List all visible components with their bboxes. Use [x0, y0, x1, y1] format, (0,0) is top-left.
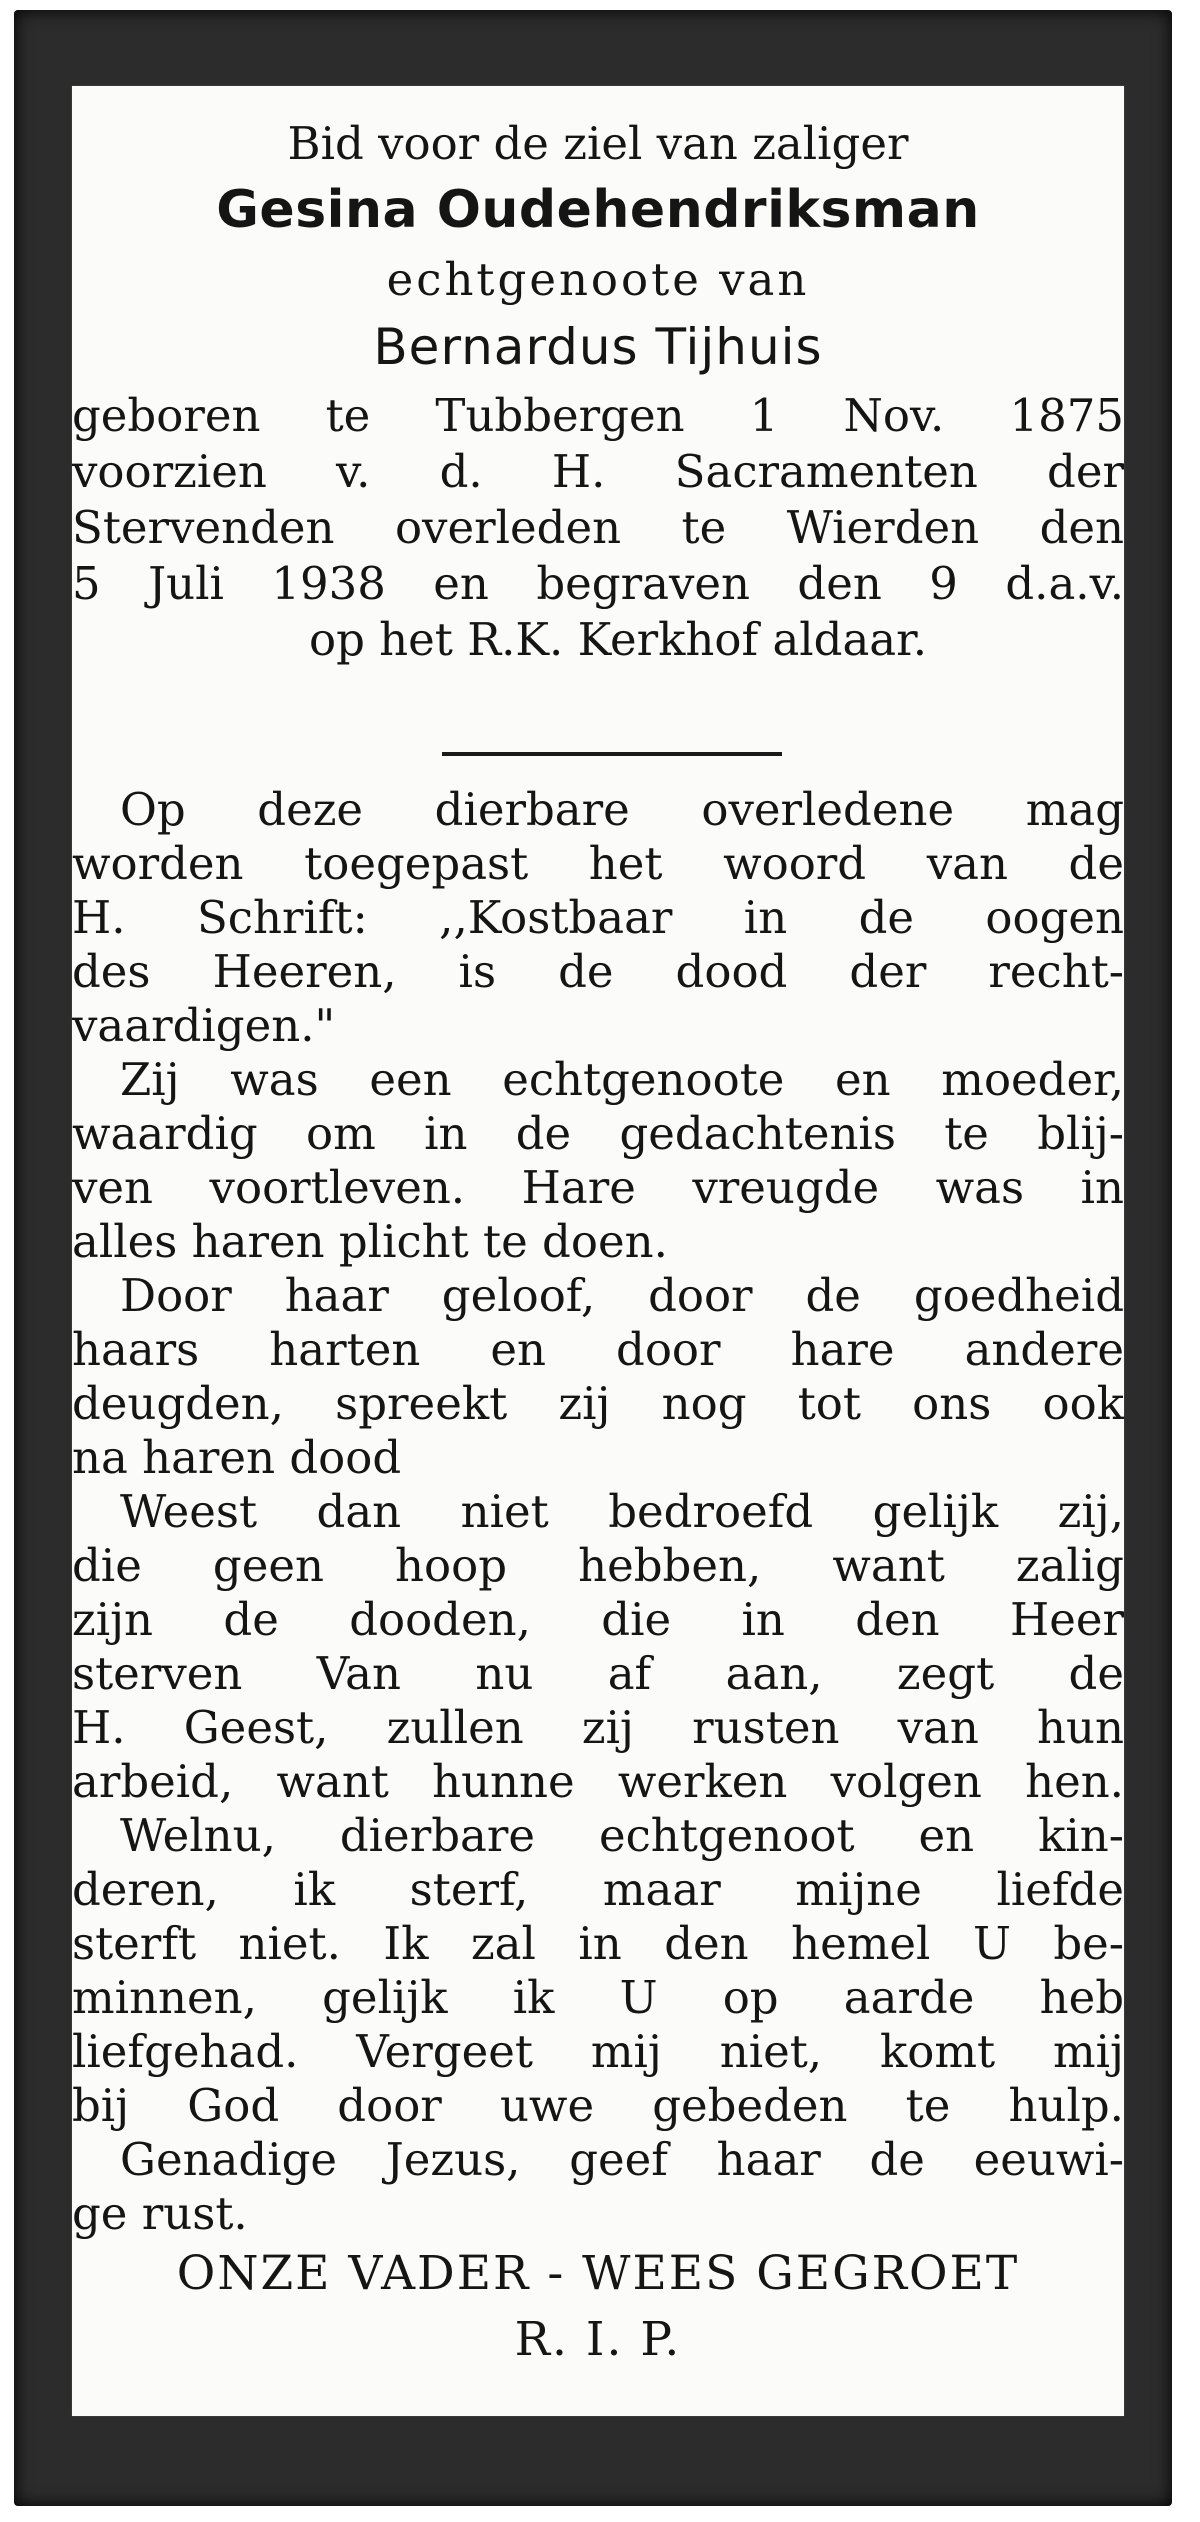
- divider-rule: [442, 752, 782, 756]
- body-line: minnen, gelijk ik U op aarde heb: [72, 1971, 1124, 2024]
- rip-line: R. I. P.: [514, 2312, 682, 2367]
- mourning-border: [14, 10, 1172, 2506]
- husband-name: Bernardus Tijhuis: [373, 318, 823, 376]
- body-line: Zij was een echtgenoote en moeder,: [120, 1053, 1124, 1106]
- body-line: ven voortleven. Hare vreugde was in: [72, 1161, 1124, 1214]
- closing-prayers: ONZE VADER - WEES GEGROET: [176, 2246, 1020, 2301]
- detail-line: Stervenden overleden te Wierden den: [72, 501, 1124, 554]
- body-line: die geen hoop hebben, want zalig: [72, 1539, 1124, 1592]
- body-line: worden toegepast het woord van de: [72, 837, 1124, 890]
- prayer-card: [72, 86, 1124, 2416]
- body-line: des Heeren, is de dood der recht-: [72, 945, 1124, 998]
- body-line: waardig om in de gedachtenis te blij-: [72, 1107, 1124, 1160]
- body-line: liefgehad. Vergeet mij niet, komt mij: [72, 2025, 1124, 2078]
- deceased-name: Gesina Oudehendriksman: [216, 180, 980, 240]
- body-line: sterft niet. Ik zal in den hemel U be-: [72, 1917, 1124, 1970]
- body-line: H. Schrift: ,,Kostbaar in de oogen: [72, 891, 1124, 944]
- body-line: ge rust.: [72, 2187, 248, 2240]
- body-line: Genadige Jezus, geef haar de eeuwi-: [120, 2133, 1124, 2186]
- intro-line: Bid voor de ziel van zaliger: [287, 117, 909, 170]
- body-line: deugden, spreekt zij nog tot ons ook: [72, 1377, 1124, 1430]
- body-line: H. Geest, zullen zij rusten van hun: [72, 1701, 1124, 1754]
- body-line: Op deze dierbare overledene mag: [120, 783, 1124, 836]
- detail-line: op het R.K. Kerkhof aldaar.: [308, 613, 928, 666]
- detail-line: 5 Juli 1938 en begraven den 9 d.a.v.: [72, 557, 1124, 610]
- body-line: vaardigen.": [72, 999, 336, 1052]
- body-line: arbeid, want hunne werken volgen hen.: [72, 1755, 1124, 1808]
- body-line: Weest dan niet bedroefd gelijk zij,: [120, 1485, 1124, 1538]
- body-line: bij God door uwe gebeden te hulp.: [72, 2079, 1124, 2132]
- detail-line: voorzien v. d. H. Sacramenten der: [72, 445, 1124, 498]
- body-line: alles haren plicht te doen.: [72, 1215, 668, 1268]
- body-line: sterven Van nu af aan, zegt de: [72, 1647, 1124, 1700]
- body-line: zijn de dooden, die in den Heer: [72, 1593, 1124, 1646]
- spouse-intro: echtgenoote van: [386, 253, 810, 306]
- body-line: haars harten en door hare andere: [72, 1323, 1124, 1376]
- body-line: na haren dood: [72, 1431, 402, 1484]
- detail-line: geboren te Tubbergen 1 Nov. 1875: [72, 389, 1124, 442]
- body-line: Welnu, dierbare echtgenoot en kin-: [120, 1809, 1124, 1862]
- body-line: deren, ik sterf, maar mijne liefde: [72, 1863, 1124, 1916]
- body-line: Door haar geloof, door de goedheid: [120, 1269, 1124, 1322]
